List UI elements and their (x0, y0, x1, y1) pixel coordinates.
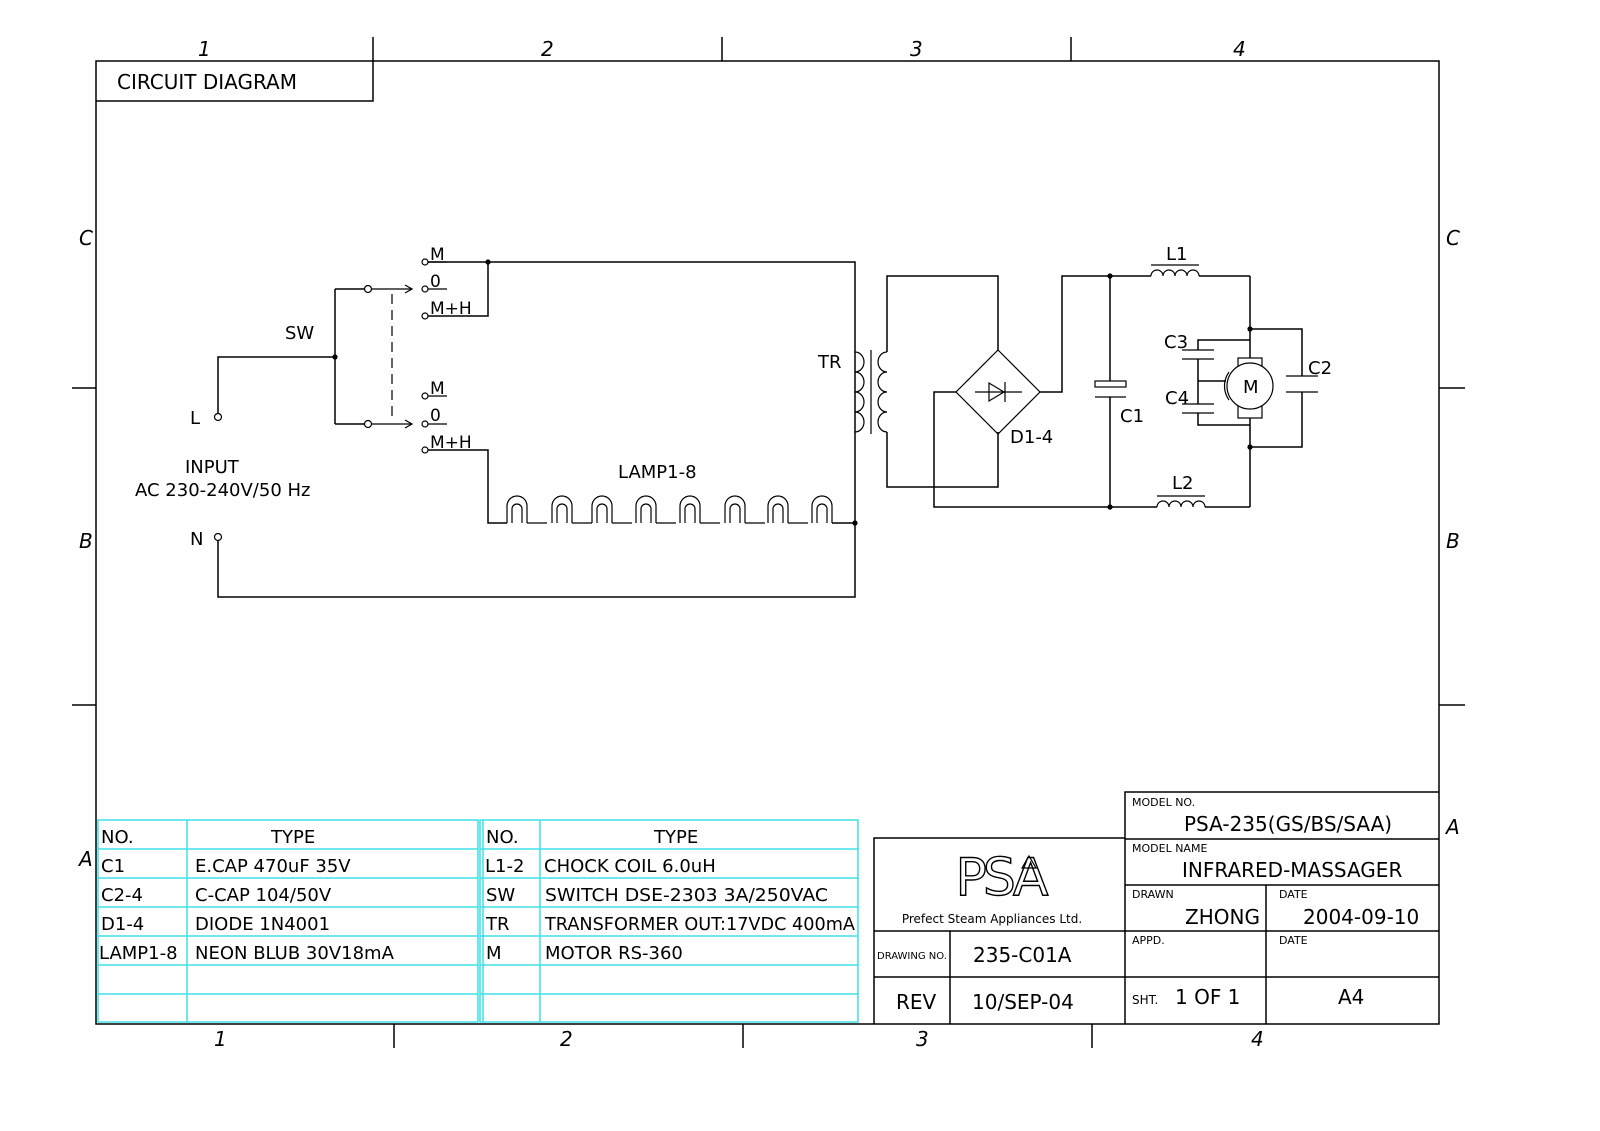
page-title: CIRCUIT DIAGRAM (117, 70, 297, 94)
right-table-header-no: NO. (486, 827, 519, 848)
left-table-header-no: NO. (101, 827, 134, 848)
model-name-value: INFRARED-MASSAGER (1182, 858, 1403, 882)
input-label: INPUT (185, 457, 239, 478)
right-table-row-3-type: TRANSFORMER OUT:17VDC 400mA (544, 914, 856, 935)
capacitor-c1 (1095, 273, 1144, 509)
lamp-2 (552, 496, 592, 523)
lamp-4 (636, 496, 676, 523)
c1-label: C1 (1120, 406, 1145, 427)
sheet-value: 1 OF 1 (1175, 985, 1241, 1009)
left-table-row-1-no: C1 (101, 856, 126, 877)
right-table-row-2-type: SWITCH DSE-2303 3A/250VAC (545, 885, 828, 906)
parts-table-right (480, 820, 858, 1022)
zone-row-b-right: B (1446, 529, 1460, 553)
wiring (218, 259, 858, 597)
left-table-row-2-type: C-CAP 104/50V (195, 885, 332, 906)
input-voltage-label: AC 230-240V/50 Hz (135, 480, 311, 501)
transformer-label: TR (818, 352, 842, 373)
zone-col-4-bottom: 4 (1251, 1027, 1264, 1051)
lamp-5 (680, 496, 720, 523)
parts-table-left (98, 820, 478, 1022)
zone-col-3-bottom: 3 (916, 1027, 929, 1051)
lamps-label: LAMP1-8 (618, 462, 697, 483)
switch-bottom-m: M (430, 379, 445, 399)
zone-row-b-left: B (79, 529, 93, 553)
zone-col-2-bottom: 2 (560, 1027, 573, 1051)
drawing-no-label: DRAWING NO. (877, 951, 947, 962)
zone-col-4-top: 4 (1233, 37, 1246, 61)
zone-col-3-top: 3 (910, 37, 923, 61)
left-table-row-4-type: NEON BLUB 30V18mA (195, 943, 394, 964)
model-no-label: MODEL NO. (1132, 796, 1196, 809)
date-value: 2004-09-10 (1303, 905, 1420, 929)
right-table-row-1-no: L1-2 (485, 856, 525, 877)
right-table-row-4-type: MOTOR RS-360 (545, 943, 683, 964)
zone-row-a-right: A (1446, 815, 1460, 839)
right-table-row-1-type: CHOCK COIL 6.0uH (544, 856, 716, 877)
appd-label: APPD. (1132, 934, 1165, 947)
lamp-7 (768, 496, 808, 523)
bridge-rectifier (934, 276, 1110, 507)
c2-label: C2 (1308, 358, 1333, 379)
appd-date-label: DATE (1279, 934, 1308, 947)
paper-size-value: A4 (1338, 985, 1365, 1009)
switch-label: SW (285, 323, 315, 344)
motor-symbol-label: M (1243, 377, 1259, 398)
zone-col-1-bottom: 1 (214, 1027, 227, 1051)
drawn-label: DRAWN (1132, 888, 1174, 901)
company-name: Prefect Steam Appliances Ltd. (901, 912, 1083, 926)
model-name-label: MODEL NAME (1132, 842, 1208, 855)
zone-row-a-left: A (79, 847, 93, 871)
input-terminals (135, 408, 310, 550)
bridge-label: D1-4 (1010, 427, 1054, 448)
lamp-3 (592, 496, 632, 523)
l2-label: L2 (1172, 473, 1194, 494)
c4-label: C4 (1165, 388, 1190, 409)
left-table-header-type: TYPE (271, 827, 316, 848)
right-table-header-type: TYPE (654, 827, 699, 848)
left-table-row-3-type: DIODE 1N4001 (195, 914, 331, 935)
left-table-row-2-no: C2-4 (101, 885, 143, 906)
rev-value: 10/SEP-04 (972, 990, 1074, 1014)
switch-bottom-0: 0 (430, 406, 441, 426)
input-live-label: L (190, 408, 201, 429)
right-table-row-2-no: SW (486, 885, 516, 906)
c3-label: C3 (1164, 332, 1189, 353)
inductor-l2 (1110, 473, 1250, 507)
title-box (96, 61, 373, 101)
inductor-l1 (1110, 244, 1250, 276)
left-table-row-1-type: E.CAP 470uF 35V (195, 856, 351, 877)
sheet-label: SHT. (1132, 993, 1159, 1007)
transformer (817, 276, 998, 487)
date-label: DATE (1279, 888, 1308, 901)
title-block (874, 792, 1439, 1024)
left-table-row-3-no: D1-4 (101, 914, 145, 935)
zone-col-1-top: 1 (198, 37, 211, 61)
neon-lamps (507, 462, 832, 523)
right-table-row-4-no: M (486, 943, 502, 964)
zone-row-c-right: C (1446, 226, 1460, 250)
lamp-1 (507, 496, 547, 523)
zone-row-c-left: C (79, 226, 93, 250)
lamp-6 (725, 496, 765, 523)
l1-label: L1 (1166, 244, 1188, 265)
left-table-row-4-no: LAMP1-8 (99, 943, 178, 964)
input-neutral-label: N (190, 529, 204, 550)
zone-col-2-top: 2 (541, 37, 554, 61)
drawing-no-value: 235-C01A (973, 943, 1072, 967)
switch-top-0: 0 (430, 272, 441, 292)
mode-switch (285, 245, 472, 453)
lamp-8 (812, 496, 832, 523)
model-no-value: PSA-235(GS/BS/SAA) (1184, 812, 1393, 836)
switch-bottom-mh: M+H (430, 433, 472, 453)
rev-label: REV (896, 990, 937, 1014)
company-logo: PSA (955, 848, 1045, 908)
switch-top-mh: M+H (430, 299, 472, 319)
drawn-value: ZHONG (1185, 905, 1260, 929)
right-table-row-3-no: TR (486, 914, 510, 935)
switch-top-m: M (430, 245, 445, 265)
